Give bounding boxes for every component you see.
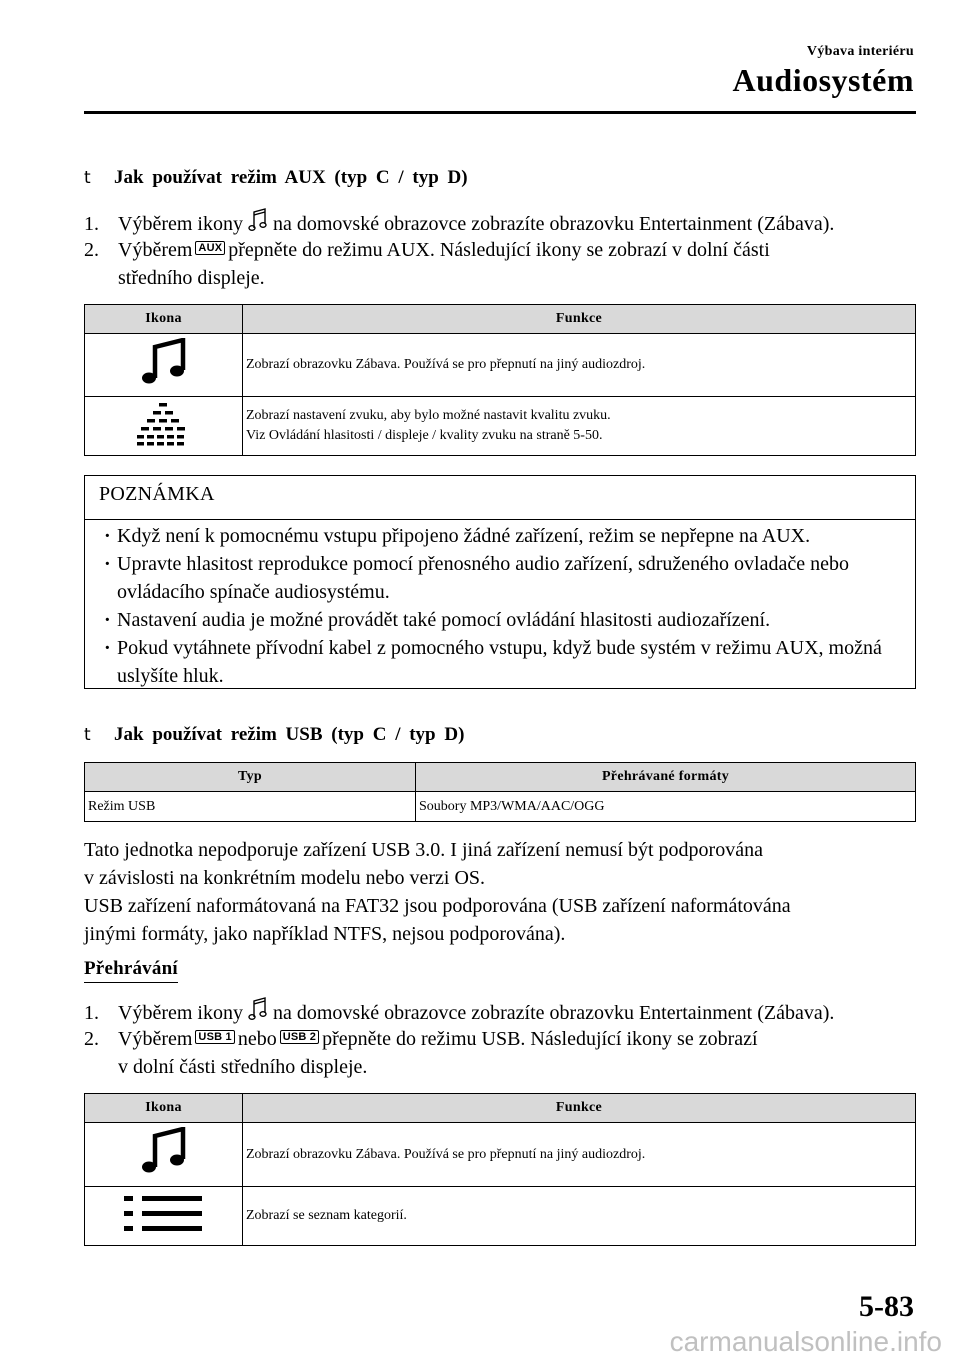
- section-title: Výbava interiéru: [806, 44, 914, 59]
- col-header-function: Funkce: [243, 305, 916, 334]
- note-item: · Když není k pomocnému vstupu připojeno žádné zařízení, režim se nepřepne na AUX.: [101, 522, 901, 550]
- note-item: · Nastavení audia je možné provádět také pomocí ovládání hlasitosti audiozařízení.: [101, 606, 901, 634]
- step-text-pre: Výběrem: [118, 239, 193, 261]
- step-number: 1.: [84, 213, 99, 235]
- note-title: POZNÁMKA: [99, 483, 215, 505]
- music-note-icon: [140, 375, 188, 392]
- usb-icon-table: [84, 1093, 916, 1246]
- note-list: [101, 522, 901, 690]
- table-row: [85, 334, 916, 397]
- playback-subheading: Přehrávání: [84, 958, 178, 983]
- step-text-pre: Výběrem ikony: [118, 213, 243, 235]
- heading-bullet: t: [84, 168, 91, 188]
- note-item: · Pokud vytáhnete přívodní kabel z pomocného vstupu, když bude systém v režimu AUX, možná uslyšíte hluk.: [101, 634, 901, 690]
- step-number: 2.: [84, 1028, 99, 1050]
- function-cell: Zobrazí obrazovku Zábava. Používá se pro přepnutí na jiný audiozdroj.: [243, 1123, 916, 1187]
- paragraph-line: v závislosti na konkrétním modelu nebo verzi OS.: [84, 867, 486, 889]
- header-rule: [84, 111, 916, 114]
- usb-paragraph: [84, 836, 916, 948]
- table-row: [85, 1123, 916, 1187]
- col-header-type: Typ: [85, 763, 416, 792]
- page-number: 5-83: [859, 1290, 914, 1323]
- list-icon: [124, 1221, 204, 1238]
- step-text-post: přepněte do režimu AUX. Následující ikony se zobrazí v dolní části: [228, 239, 770, 261]
- aux-heading: [84, 167, 468, 189]
- equalizer-icon: [137, 434, 191, 451]
- col-header-icon: Ikona: [85, 1094, 243, 1123]
- step-text-post: přepněte do režimu USB. Následující ikony se zobrazí: [322, 1028, 758, 1050]
- function-cell: Zobrazí se seznam kategorií.: [243, 1187, 916, 1246]
- aux-icon-table: [84, 304, 916, 456]
- step-text-mid: nebo: [237, 1028, 277, 1050]
- paragraph-line: Tato jednotka nepodporuje zařízení USB 3.0. I jiná zařízení nemusí být podporována: [84, 839, 763, 861]
- usb1-button-badge: USB 1: [195, 1030, 234, 1044]
- function-cell: [243, 397, 916, 456]
- icon-cell: [85, 1123, 243, 1187]
- table-row: [85, 397, 916, 456]
- paragraph-line: jinými formáty, jako například NTFS, nejsou podporována).: [84, 923, 566, 945]
- note-item: · Upravte hlasitost reprodukce pomocí přenosného audio zařízení, sdruženého ovladače nebo ovládacího spínače audiosystému.: [101, 550, 901, 606]
- step-text-cont: středního displeje.: [118, 267, 265, 289]
- icon-cell: [85, 397, 243, 456]
- aux-heading-text: Jak používat režim AUX (typ C / typ D): [114, 167, 468, 188]
- formats-cell: Soubory MP3/WMA/AAC/OGG: [416, 792, 916, 822]
- step-text-pre: Výběrem ikony: [118, 1002, 243, 1024]
- note-divider: [85, 519, 915, 520]
- function-cell: Zobrazí obrazovku Zábava. Používá se pro přepnutí na jiný audiozdroj.: [243, 334, 916, 397]
- step-text-pre: Výběrem: [118, 1028, 193, 1050]
- icon-cell: [85, 1187, 243, 1246]
- col-header-icon: Ikona: [85, 305, 243, 334]
- usb-heading: [84, 724, 464, 746]
- usb2-button-badge: USB 2: [280, 1030, 319, 1044]
- aux-step-2: [84, 236, 916, 292]
- watermark: carmanualsonline.info: [669, 1326, 942, 1357]
- usb-format-table: [84, 762, 916, 822]
- step-text-cont: v dolní části středního displeje.: [118, 1056, 368, 1078]
- step-number: 1.: [84, 1002, 99, 1024]
- step-text-post: na domovské obrazovce zobrazíte obrazovku Entertainment (Zábava).: [272, 213, 835, 235]
- paragraph-line: USB zařízení naformátovaná na FAT32 jsou podporována (USB zařízení naformátována: [84, 895, 791, 917]
- table-row: [85, 1187, 916, 1246]
- chapter-title: Audiosystém: [732, 62, 914, 98]
- col-header-formats: Přehrávané formáty: [416, 763, 916, 792]
- step-text-post: na domovské obrazovce zobrazíte obrazovku Entertainment (Zábava).: [272, 1002, 835, 1024]
- heading-bullet: t: [84, 725, 91, 745]
- usb-step-2: [84, 1025, 916, 1081]
- col-header-function: Funkce: [243, 1094, 916, 1123]
- type-cell: Režim USB: [85, 792, 416, 822]
- function-text-line: Viz Ovládání hlasitosti / displeje / kvality zvuku na straně 5-50.: [246, 428, 603, 443]
- icon-cell: [85, 334, 243, 397]
- function-text-line: Zobrazí nastavení zvuku, aby bylo možné nastavit kvalitu zvuku.: [246, 408, 611, 423]
- table-row: [85, 792, 916, 822]
- aux-button-badge: AUX: [195, 241, 225, 255]
- usb-heading-text: Jak používat režim USB (typ C / typ D): [114, 724, 465, 745]
- music-note-icon: [140, 1164, 188, 1181]
- step-number: 2.: [84, 239, 99, 261]
- note-box: [84, 475, 916, 689]
